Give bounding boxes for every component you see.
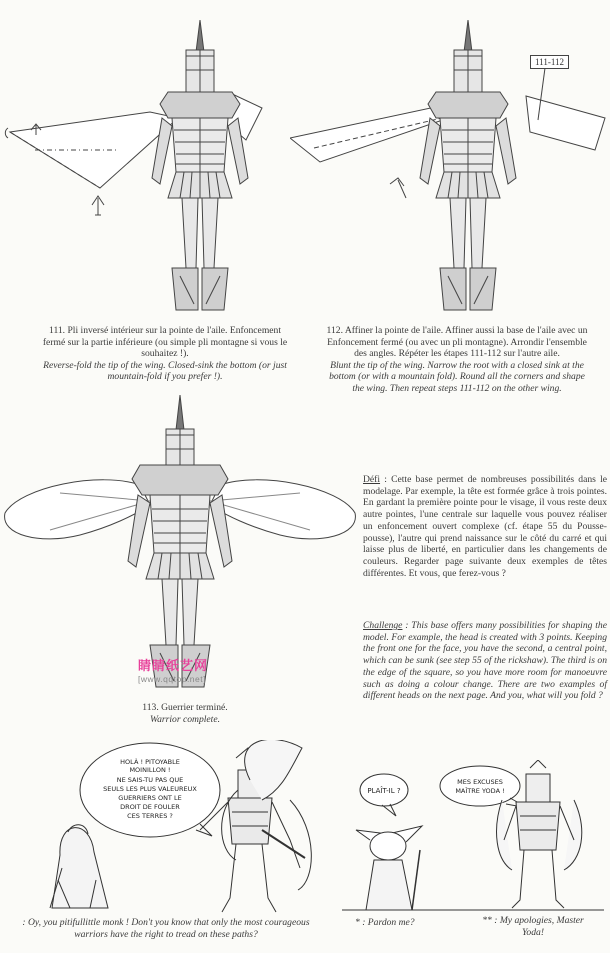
cartoon-left-caption: : Oy, you pitifullittle monk ! Don't you know that only the most courageous warriors have the right to tread on these paths?: [22, 917, 310, 940]
challenge-label: Challenge: [363, 620, 403, 631]
defi-paragraph: [363, 474, 607, 579]
caption-fr: 111. Pli inversé intérieur sur la pointe de l'aile. Enfoncement fermé sur la partie inférieure (ou simple pli montagne si vous le souhaitez !).: [42, 325, 288, 360]
bubble-line: HOLÀ ! PITOYABLE: [120, 758, 180, 766]
caption-en: Warrior complete.: [150, 713, 220, 725]
bubble-line: DROIT DE FOULER: [120, 803, 180, 811]
challenge-text: : This base offers many possibilities for shaping the model. For example, the head is created with 3 points. Keeping the front one for the face, you have the second, a central point, which can be sunk (see step 55 of the rickshaw). The third is on the edge of the square, so you have more room for manoeuvre such as doing a colour change. There are two examples of different heads on the next page. And you, what will you fold ?: [363, 620, 607, 702]
figure-step-112: [290, 0, 610, 325]
defi-label: Défi: [363, 474, 381, 485]
cartoon-right-caption: ** : My apologies, Master Yoda!: [482, 915, 584, 938]
watermark-url: [www.qqtop.net]: [138, 674, 206, 684]
caption-step-111: [40, 325, 290, 383]
site-watermark: [138, 655, 208, 684]
cartoon-mid-caption: * : Pardon me?: [355, 917, 415, 928]
figure-step-111: [0, 0, 300, 325]
bubble-mid-text: PLAÎT-IL ?: [367, 787, 401, 795]
defi-text: : Cette base permet de nombreuses possibilités dans le modelage. Par exemple, la tête est formée grâce à trois pointes. En gardant la première pointe pour le visage, il vous reste deux autre pointes, l'une centrale sur laquelle vous pouvez réaliser un enfoncement ouvert complexe (cf. étape 55 du Pousse-pousse), l'autre qui prend naissance sur le côté du carré et qui laisse plus de liberté, en particulier dans les changements de couleurs. Regarder page suivante deux exemples de têtes différentes. Et vous, que ferez-vous ?: [363, 474, 607, 579]
bubble-line: CES TERRES ?: [127, 812, 173, 820]
bubble-right-line: MES EXCUSES: [457, 778, 503, 786]
bubble-line: NE SAIS-TU PAS QUE: [116, 776, 184, 784]
caption-en: Blunt the tip of the wing. Narrow the root with a closed sink at the bottom (or with a mountain fold). Round all the corners and shape the wing. Then repeat steps 111-112 on the other wing.: [329, 359, 585, 394]
cartoon-warrior-monk: [0, 740, 345, 915]
bubble-line: SEULS LES PLUS VALEUREUX: [103, 785, 197, 793]
bubble-right-line: MAÎTRE YODA !: [455, 787, 505, 795]
caption-fr: 112. Affiner la pointe de l'aile. Affiner aussi la base de l'aile avec un Enfoncement fermé (ou avec un pli montagne). Arrondir l'ensemble des angles. Répéter les étapes 111-112 sur l'autre aile.: [326, 325, 588, 360]
caption-en: Reverse-fold the tip of the wing. Closed-sink the bottom (or just mountain-fold if you prefer !).: [43, 359, 287, 383]
caption-fr: 113. Guerrier terminé.: [142, 702, 228, 713]
bubble-line: MOINILLON !: [129, 766, 171, 774]
caption-step-112: [326, 325, 588, 395]
step-reference-label: 111-112: [530, 55, 569, 69]
bubble-line: GUERRIERS ONT LE: [118, 794, 182, 802]
cartoon-yoda-warrior: [342, 760, 610, 915]
watermark-logo-text: 睛睛纸艺网: [138, 658, 209, 673]
challenge-paragraph: [363, 620, 607, 702]
caption-step-113: [110, 702, 260, 725]
